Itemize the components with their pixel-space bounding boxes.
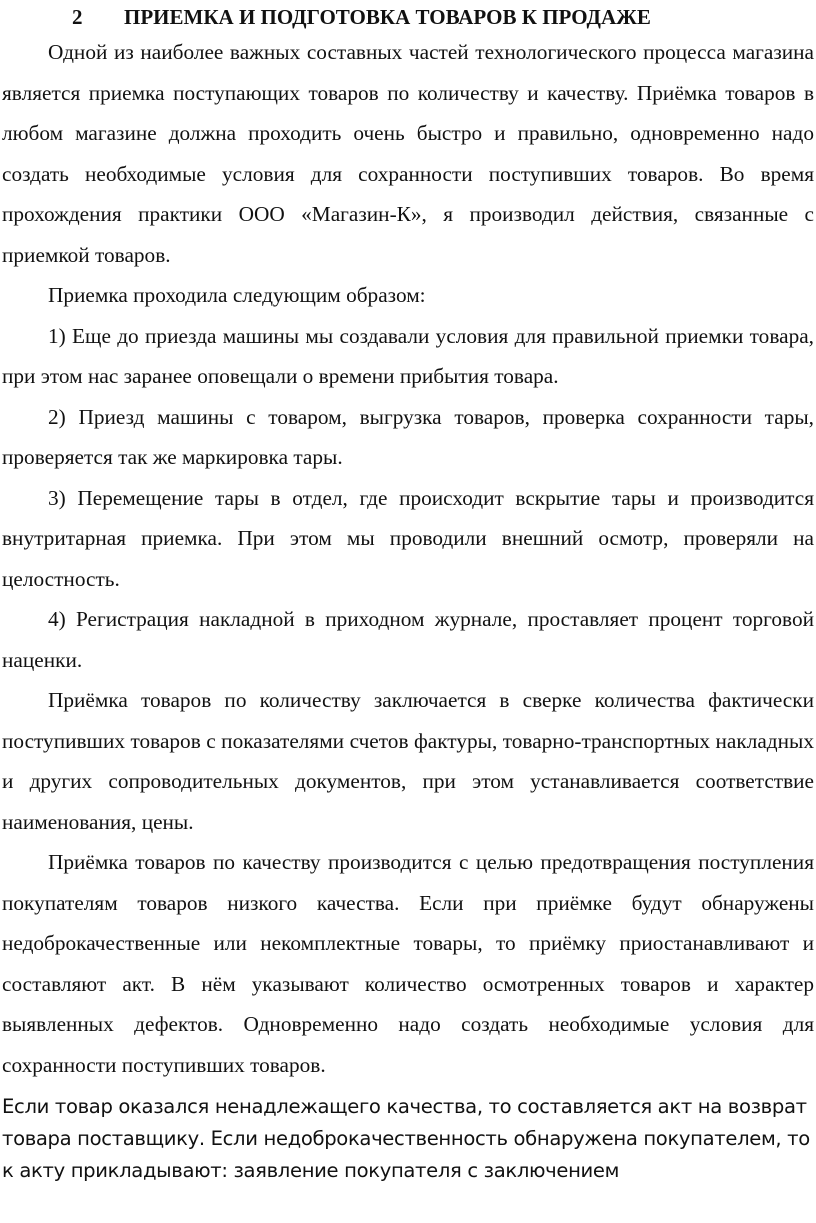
section-number: 2	[72, 5, 83, 29]
paragraph-intro: Одной из наиболее важных составных частей технологического процесса магазина является приемка поступающих товаров по количеству и качеству. Приёмка товаров в любом магазине должна проходить очень быстро и правильно, одновременно надо создать необходимые условия для сохранности поступивших товаров. Во время прохождения практики ООО «Магазин-К», я производил действия, связанные с приемкой товаров.	[2, 40, 814, 267]
paragraph-step-1: 1) Еще до приезда машины мы создавали условия для правильной приемки товара, при этом нас заранее оповещали о времени прибытия товара.	[2, 323, 814, 388]
section-title: ПРИЕМКА И ПОДГОТОВКА ТОВАРОВ К ПРОДАЖЕ	[124, 5, 651, 29]
paragraph-procedure-lead: Приемка проходила следующим образом:	[48, 283, 426, 307]
document-body	[2, 32, 814, 1085]
paragraph-return-act: Если товар оказался ненадлежащего качества, то составляется акт на возврат товара поставщику. Если недоброкачественность обнаружена покупателем, то к акту прикладывают: заявление покупателя с заключением	[2, 1095, 810, 1182]
paragraph-step-2: 2) Приезд машины с товаром, выгрузка товаров, проверка сохранности тары, проверяется так же маркировка тары.	[2, 404, 814, 469]
paragraph-quantity-acceptance: Приёмка товаров по количеству заключается в сверке количества фактически поступивших товаров с показателями счетов фактуры, товарно-транспортных накладных и других сопроводительных документов, при этом устанавливается соответствие наименования, цены.	[2, 688, 814, 834]
paragraph-step-4: 4) Регистрация накладной в приходном журнале, проставляет процент торговой наценки.	[2, 607, 814, 672]
paragraph-step-3: 3) Перемещение тары в отдел, где происходит вскрытие тары и производится внутритарная приемка. При этом мы проводили внешний осмотр, проверяли на целостность.	[2, 485, 814, 591]
section-heading	[2, 0, 814, 32]
paragraph-quality-acceptance: Приёмка товаров по качеству производится с целью предотвращения поступления покупателям товаров низкого качества. Если при приёмке будут обнаружены недоброкачественные или некомплектные товары, то приёмку приостанавливают и составляют акт. В нём указывают количество осмотренных товаров и характер выявленных дефектов. Одновременно надо создать необходимые условия для сохранности поступивших товаров.	[2, 850, 814, 1077]
